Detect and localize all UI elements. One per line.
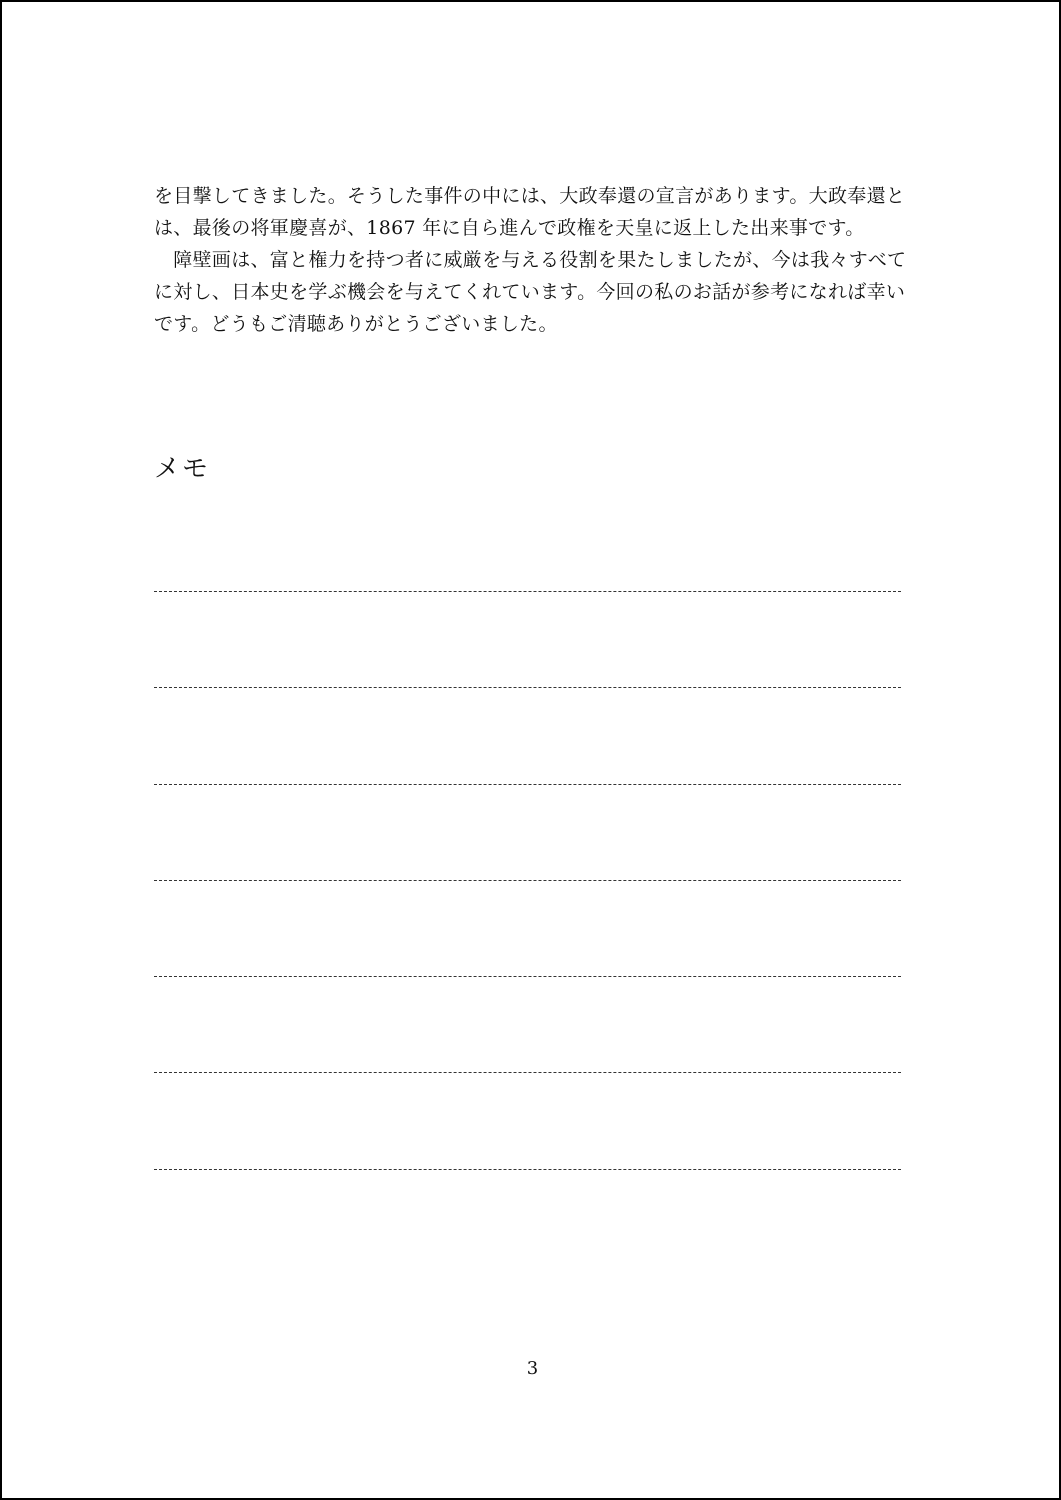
memo-writing-line [154, 687, 901, 783]
text-line: は、最後の将軍慶喜が、1867 年に自ら進んで政権を天皇に返上した出来事です。 [154, 217, 865, 239]
memo-writing-line [154, 880, 901, 976]
text-line: 障壁画は、富と権力を持つ者に威厳を与える役割を果たしましたが、今は我々すべて [154, 249, 907, 271]
memo-writing-line [154, 1169, 901, 1265]
page-number: 3 [526, 1358, 539, 1379]
memo-lines [154, 591, 901, 1265]
memo-heading: メモ [154, 454, 211, 484]
memo-writing-line [154, 976, 901, 1072]
body-text [154, 180, 924, 340]
memo-writing-line [154, 784, 901, 880]
memo-writing-line [154, 1072, 901, 1168]
memo-writing-line [154, 591, 901, 687]
text-line: を目撃してきました。そうした事件の中には、大政奉還の宣言があります。大政奉還と [154, 185, 906, 207]
text-line: です。どうもご清聴ありがとうございました。 [154, 313, 558, 335]
text-line: に対し、日本史を学ぶ機会を与えてくれています。今回の私のお話が参考になれば幸い [154, 281, 906, 303]
